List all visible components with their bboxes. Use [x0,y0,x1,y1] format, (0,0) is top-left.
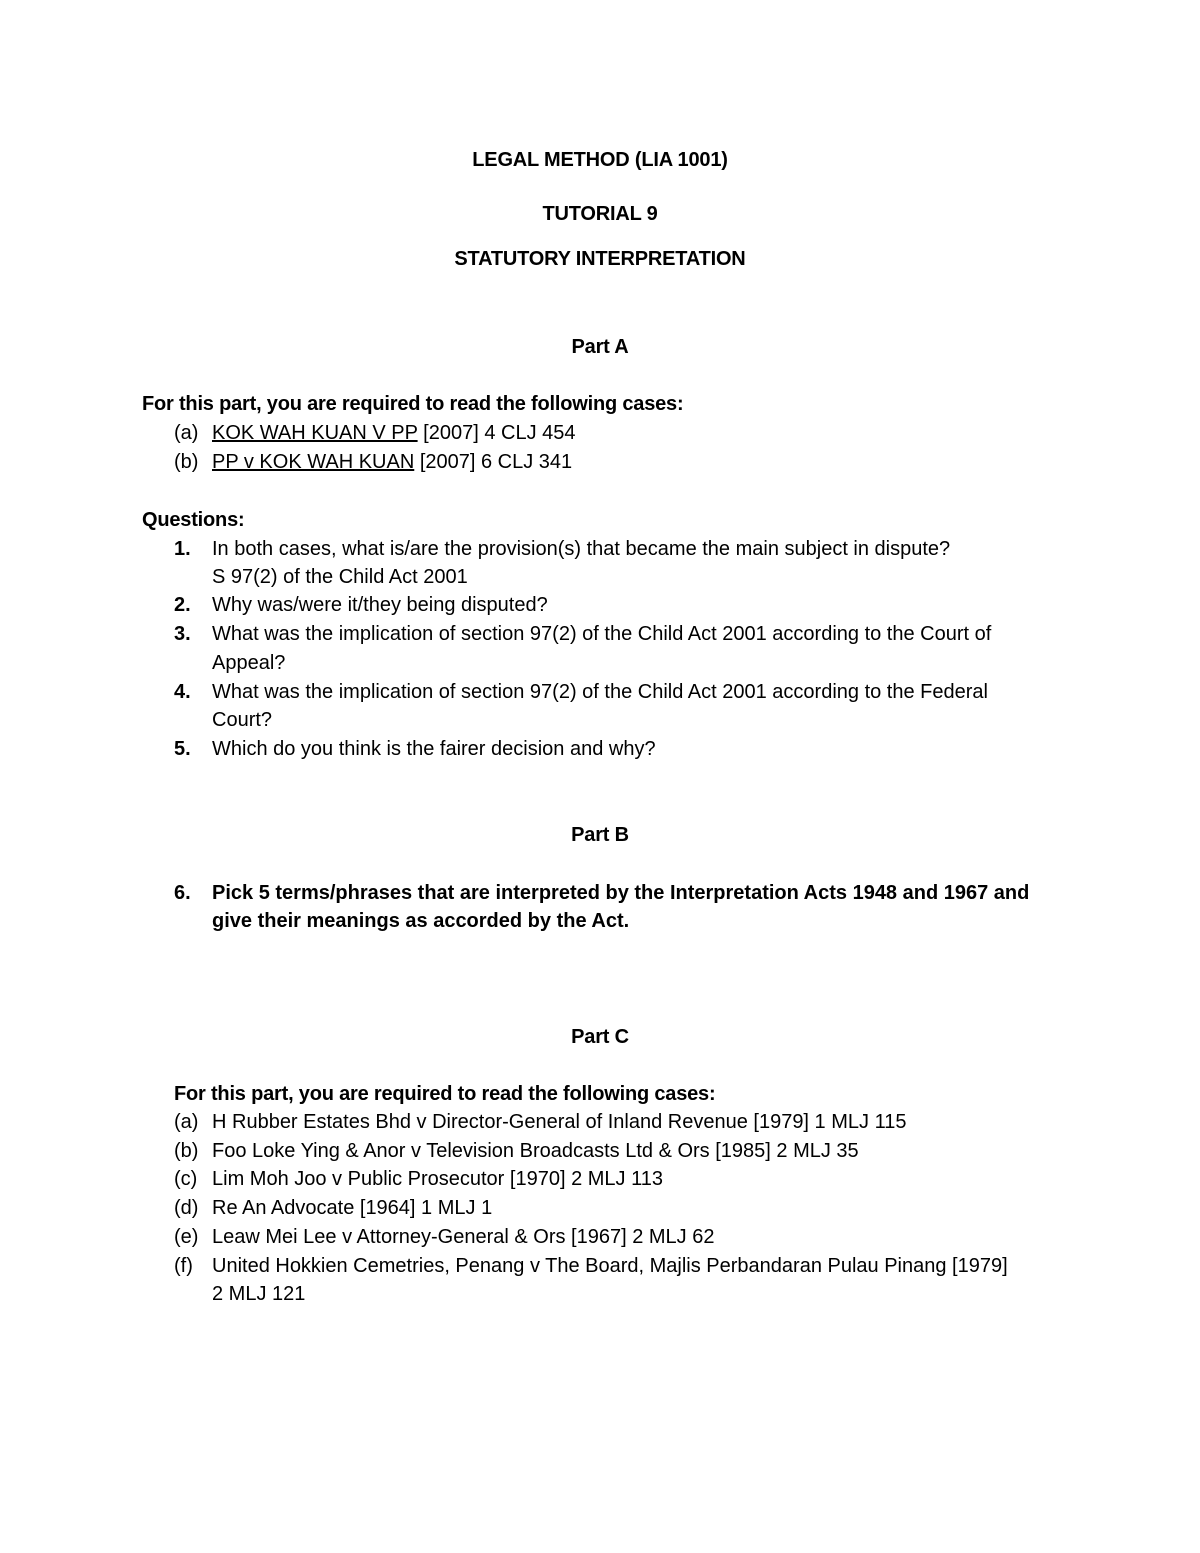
part-c-heading: Part C [571,1026,629,1048]
course-title: LEGAL METHOD (LIA 1001) [472,149,728,171]
case-entry: H Rubber Estates Bhd v Director-General of Inland Revenue [1979] 1 MLJ 115 [212,1111,907,1133]
case-entry [212,450,572,474]
case-name: PP v KOK WAH KUAN [212,451,415,473]
question-text: What was the implication of section 97(2) of the Child Act 2001 according to the Federal [212,681,988,703]
case-name: KOK WAH KUAN V PP [212,422,418,444]
case-label: (a) [174,1111,199,1133]
question-number: 6. [174,882,191,904]
question-text: Which do you think is the fairer decision and why? [212,738,656,760]
question-text: Why was/were it/they being disputed? [212,594,548,616]
case-entry: United Hokkien Cemetries, Penang v The Board, Majlis Perbandaran Pulau Pinang [1979] [212,1255,1008,1277]
case-label: (b) [174,1140,199,1162]
part-a-intro: For this part, you are required to read the following cases: [142,393,684,415]
question-answer: S 97(2) of the Child Act 2001 [212,566,468,588]
questions-heading: Questions: [142,509,245,531]
part-c-intro: For this part, you are required to read the following cases: [174,1083,716,1105]
case-entry: Foo Loke Ying & Anor v Television Broadcasts Ltd & Ors [1985] 2 MLJ 35 [212,1140,859,1162]
case-label: (c) [174,1168,198,1190]
case-label: (b) [174,451,199,473]
question-text-cont: Appeal? [212,652,286,674]
question-number: 3. [174,623,191,645]
case-label: (e) [174,1226,199,1248]
question-text: In both cases, what is/are the provision(s) that became the main subject in dispute? [212,538,951,560]
question-number: 1. [174,538,191,560]
question-text: What was the implication of section 97(2) of the Child Act 2001 according to the Court of [212,623,992,645]
topic-title: STATUTORY INTERPRETATION [454,248,746,270]
question-number: 4. [174,681,191,703]
question-text-cont: give their meanings as accorded by the Act. [212,910,630,932]
case-entry: Leaw Mei Lee v Attorney-General & Ors [1967] 2 MLJ 62 [212,1226,715,1248]
part-a-heading: Part A [571,336,629,358]
question-number: 5. [174,738,191,760]
question-text: Pick 5 terms/phrases that are interpreted by the Interpretation Acts 1948 and 1967 and [212,882,1030,904]
case-entry: Re An Advocate [1964] 1 MLJ 1 [212,1197,493,1219]
tutorial-title: TUTORIAL 9 [542,203,658,225]
case-entry-cont: 2 MLJ 121 [212,1283,306,1305]
part-b-heading: Part B [571,824,629,846]
case-label: (d) [174,1197,199,1219]
case-entry: Lim Moh Joo v Public Prosecutor [1970] 2 MLJ 113 [212,1168,663,1190]
case-label: (f) [174,1255,193,1277]
case-citation: [2007] 6 CLJ 341 [414,451,573,473]
case-citation: [2007] 4 CLJ 454 [417,422,576,444]
case-entry [212,421,576,445]
case-label: (a) [174,422,199,444]
question-text-cont: Court? [212,709,273,731]
question-number: 2. [174,594,191,616]
